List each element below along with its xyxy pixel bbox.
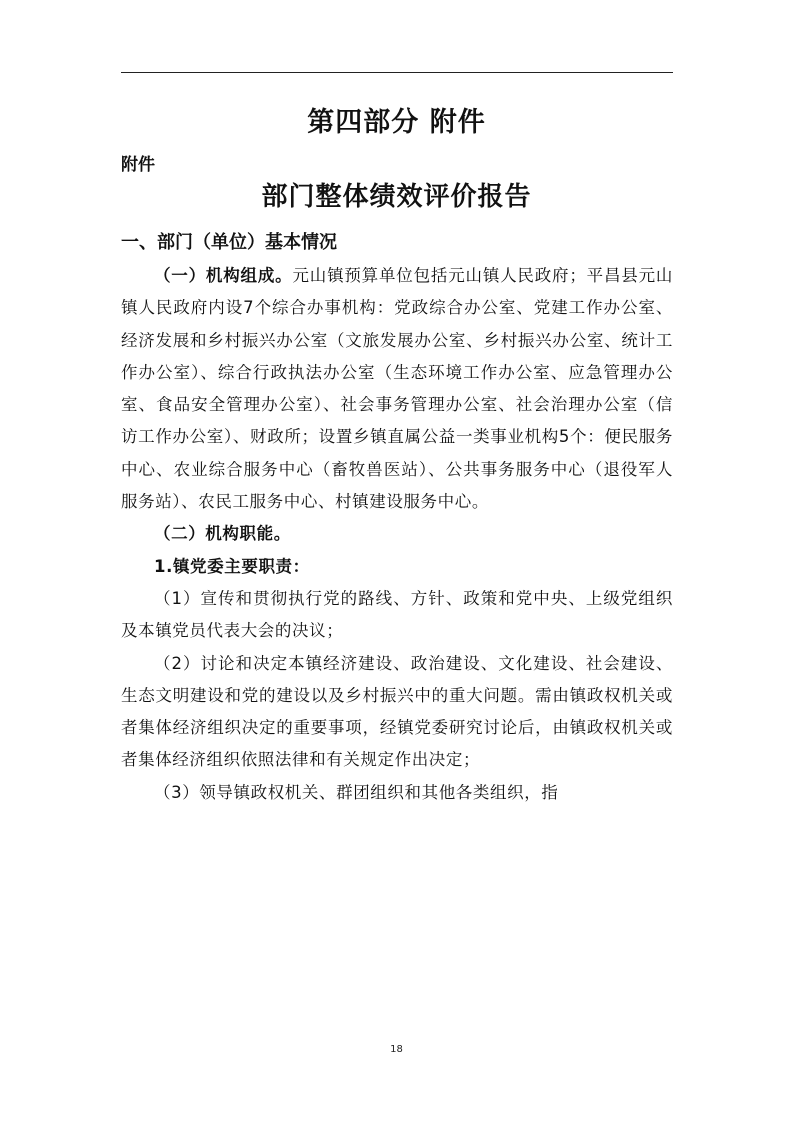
paragraph-organization bbox=[121, 260, 673, 518]
part-title: 第四部分 附件 bbox=[307, 107, 486, 138]
paragraph-lead: （一）机构组成。 bbox=[154, 266, 293, 285]
list-item-duty-1: （1）宣传和贯彻执行党的路线、方针、政策和党中央、上级党组织及本镇党员代表大会的决议； bbox=[121, 588, 673, 641]
document-body bbox=[121, 260, 673, 809]
subheading-party-duties: 1.镇党委主要职责： bbox=[154, 556, 310, 576]
page-number: 18 bbox=[390, 1044, 403, 1055]
list-item-duty-2: （2）讨论和决定本镇经济建设、政治建设、文化建设、社会建设、生态文明建设和党的建设以及乡村振兴中的重大问题。需由镇政权机关或者集体经济组织决定的重要事项，经镇党委研究讨论后，由镇政权机关或者集体经济组织依照法律和有关规定作出决定； bbox=[121, 653, 673, 770]
report-title: 部门整体绩效评价报告 bbox=[261, 182, 532, 212]
section-heading: 一、部门（单位）基本情况 bbox=[121, 232, 337, 253]
paragraph-text: 元山镇预算单位包括元山镇人民政府；平昌县元山镇人民政府内设7个综合办事机构：党政综合办公室、党建工作办公室、经济发展和乡村振兴办公室（文旅发展办公室、乡村振兴办公室、统计工作办公室）、综合行政执法办公室（生态环境工作办公室、应急管理办公室、食品安全管理办公室）、社会事务管理办公室、社会治理办公室（信访工作办公室）、财政所；设置乡镇直属公益一类事业机构5个：便民服务中心、农业综合服务中心（畜牧兽医站）、公共事务服务中心（退役军人服务站）、农民工服务中心、村镇建设服务中心。 bbox=[121, 266, 673, 512]
header-rule bbox=[121, 72, 673, 73]
attachment-label: 附件 bbox=[121, 155, 155, 175]
subheading-functions: （二）机构职能。 bbox=[154, 524, 291, 544]
list-item-duty-3: （3）领导镇政权机关、群团组织和其他各类组织，指 bbox=[154, 782, 559, 802]
